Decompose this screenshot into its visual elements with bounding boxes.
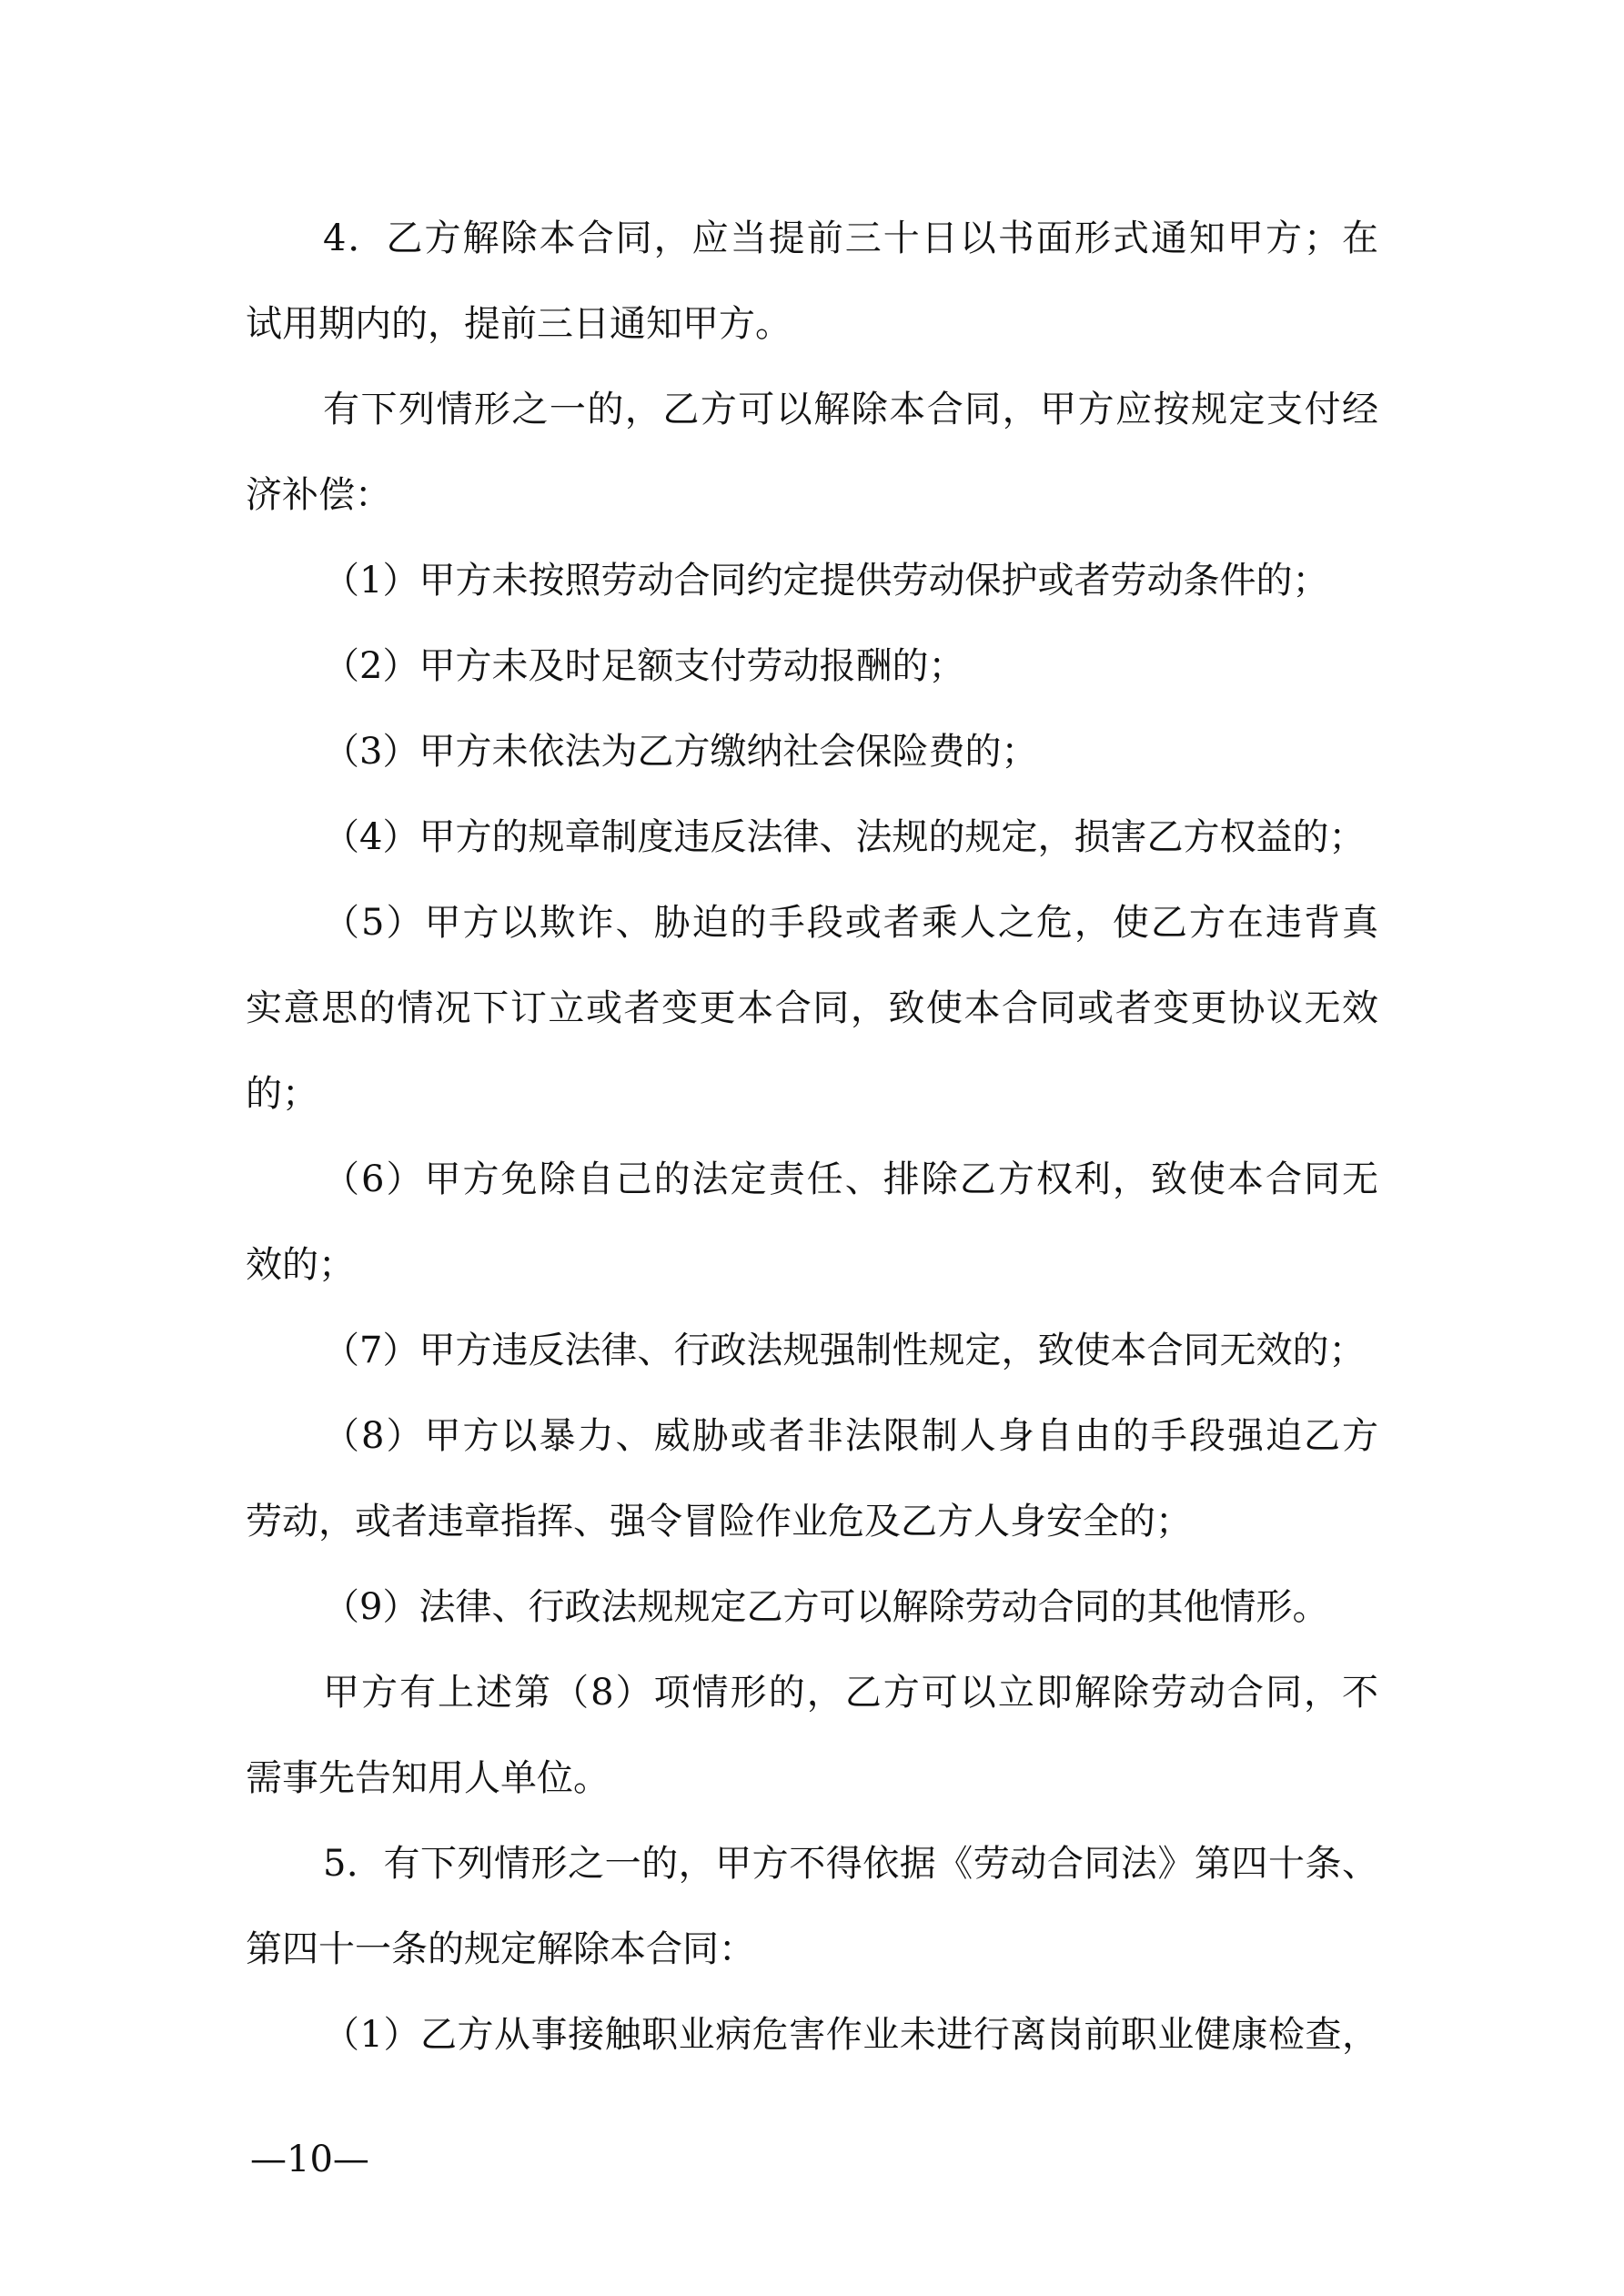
list-item: （2）甲方未及时足额支付劳动报酬的；: [323, 645, 965, 687]
text-line: 劳动，或者违章指挥、强令冒险作业危及乙方人身安全的；: [246, 1501, 1192, 1542]
text-line: 的；: [246, 1073, 318, 1115]
list-item: （1）乙方从事接触职业病危害作业未进行离岗前职业健康检查，: [323, 2014, 1378, 2056]
text-line: 5．有下列情形之一的，甲方不得依据《劳动合同法》第四十条、: [323, 1843, 1378, 1885]
text-line: 试用期内的，提前三日通知甲方。: [246, 303, 792, 345]
list-item: （7）甲方违反法律、行政法规强制性规定，致使本合同无效的；: [323, 1330, 1366, 1371]
list-item: （6）甲方免除自己的法定责任、排除乙方权利，致使本合同无: [323, 1158, 1378, 1200]
text-line: 4．乙方解除本合同，应当提前三十日以书面形式通知甲方；在: [323, 217, 1378, 259]
text-line: 效的；: [246, 1244, 355, 1286]
text-line: 需事先告知用人单位。: [246, 1757, 610, 1799]
text-line: 有下列情形之一的，乙方可以解除本合同，甲方应按规定支付经: [323, 389, 1378, 430]
list-item: （5）甲方以欺诈、胁迫的手段或者乘人之危，使乙方在违背真: [323, 902, 1378, 944]
list-item: （8）甲方以暴力、威胁或者非法限制人身自由的手段强迫乙方: [323, 1415, 1378, 1457]
text-line: 实意思的情况下订立或者变更本合同，致使本合同或者变更协议无效: [246, 987, 1378, 1029]
list-item: （3）甲方未依法为乙方缴纳社会保险费的；: [323, 731, 1038, 773]
text-line: 甲方有上述第（8）项情形的，乙方可以立即解除劳动合同，不: [323, 1672, 1378, 1714]
text-line: 济补偿：: [246, 474, 391, 516]
list-item: （1）甲方未按照劳动合同约定提供劳动保护或者劳动条件的；: [323, 560, 1329, 602]
page-number: —10—: [250, 2139, 369, 2180]
list-item: （4）甲方的规章制度违反法律、法规的规定，损害乙方权益的；: [323, 816, 1366, 858]
list-item: （9）法律、行政法规规定乙方可以解除劳动合同的其他情形。: [323, 1586, 1329, 1628]
text-line: 第四十一条的规定解除本合同：: [246, 1928, 755, 1970]
